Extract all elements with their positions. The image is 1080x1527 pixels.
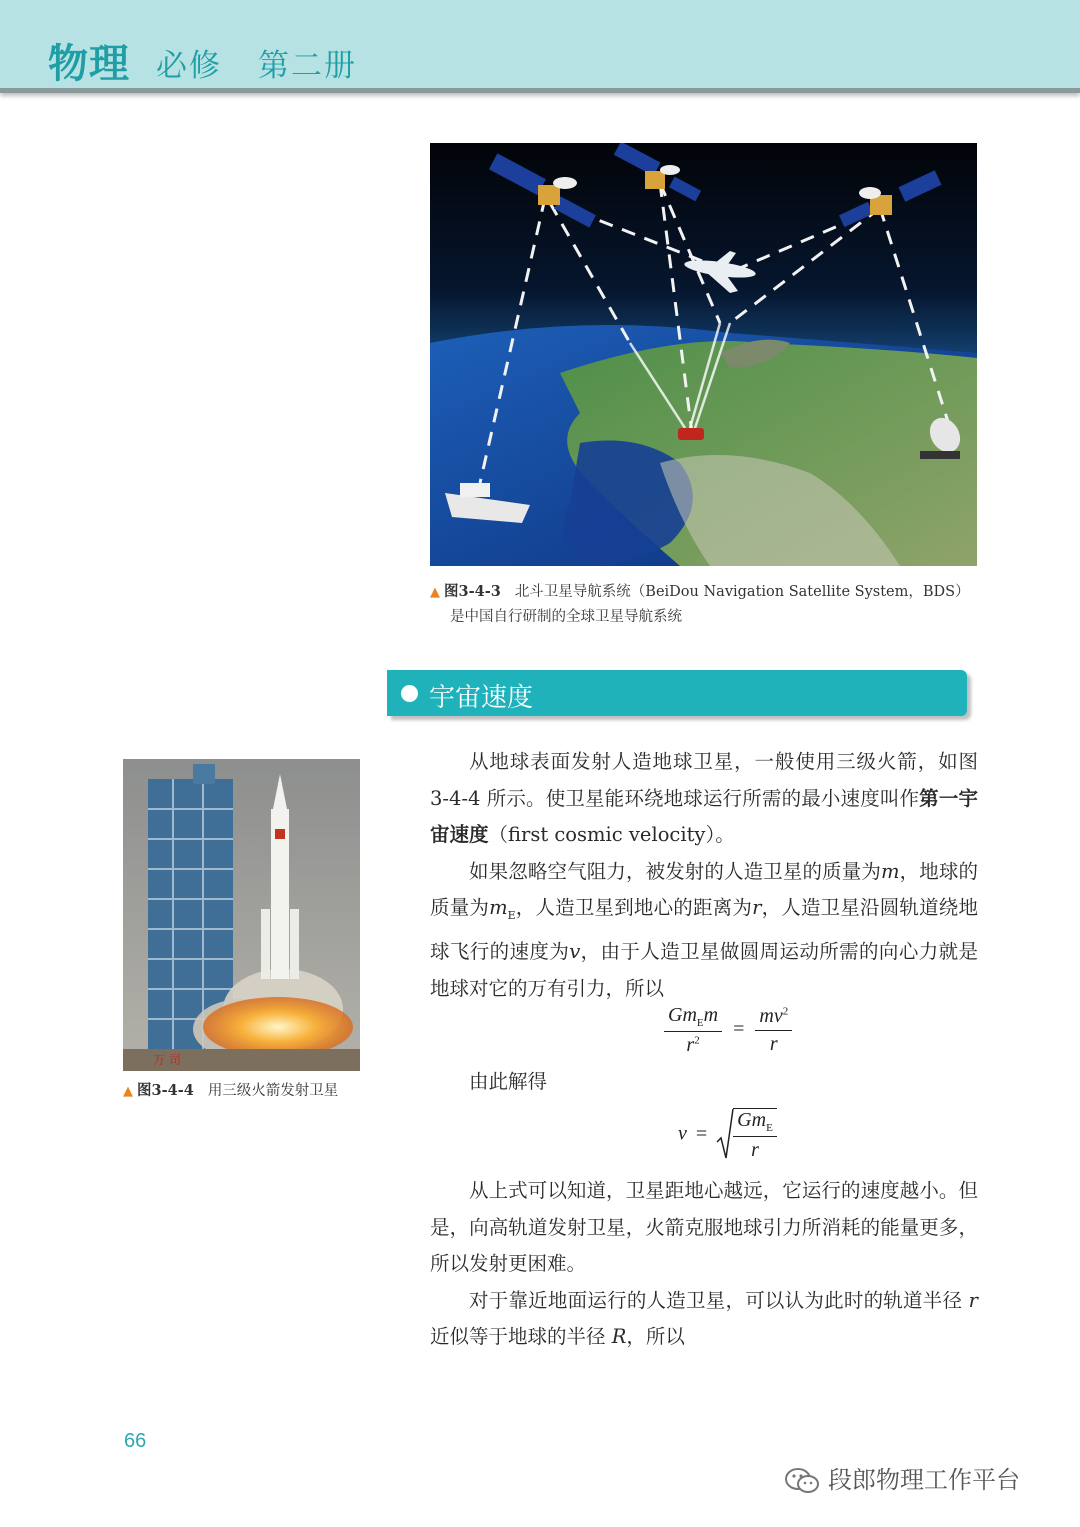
symbol-r: r <box>686 1034 695 1056</box>
text-run: 如果忽略空气阻力，被发射的人造卫星的质量为 <box>469 859 881 883</box>
volume-title: 第二册 <box>258 48 357 84</box>
superscript-2: 2 <box>782 1005 789 1018</box>
subscript-E: E <box>766 1122 773 1134</box>
key-term: 第一宇宙速度 <box>430 786 978 846</box>
caption-text: 用三级火箭发射卫星 <box>207 1083 339 1099</box>
text-run: ，人造卫星到地心的距离为 <box>515 896 753 919</box>
body-text-2 <box>430 1064 978 1101</box>
symbol-G: G <box>668 1004 683 1026</box>
symbol-r: r <box>968 1288 978 1312</box>
fraction-left <box>664 1004 722 1057</box>
text-run: ，由于人造卫星做圆周运动所需的向心力就是地球对它的万有引力，所以 <box>430 940 978 1000</box>
text-run: ，人造卫星沿圆轨道绕地球飞行的速度为 <box>430 896 978 964</box>
triangle-marker-icon: ▲ <box>123 1084 133 1099</box>
fraction-right <box>755 1005 792 1056</box>
symbol-m: m <box>881 859 900 883</box>
symbol-mE: m <box>489 896 508 919</box>
body-text <box>430 744 978 1007</box>
watermark-text: 段郎物理工作平台 <box>828 1466 1020 1494</box>
rocket-launch-photo <box>123 759 360 1071</box>
text-run: ，所以 <box>626 1325 685 1348</box>
symbol-r: r <box>752 896 762 919</box>
paragraph-4: 从上式可以知道，卫星距地心越远，它运行的速度越小。但是，向高轨道发射卫星，火箭克服地球引力所消耗的能量更多，所以发射更困难。 <box>430 1179 978 1275</box>
figure-caption-3-4-4 <box>123 1079 338 1100</box>
symbol-r: r <box>769 1033 778 1055</box>
watermark <box>784 1460 1020 1495</box>
equation-velocity <box>678 1108 777 1162</box>
equals-sign: = <box>695 1122 708 1145</box>
triangle-marker-icon: ▲ <box>430 585 440 600</box>
wechat-icon <box>784 1467 820 1495</box>
paragraph-2 <box>430 854 978 1008</box>
paragraph-1 <box>430 744 978 854</box>
caption-line-2: 是中国自行研制的全球卫星导航系统 <box>450 609 682 625</box>
symbol-R: R <box>611 1325 627 1348</box>
subscript-E: E <box>507 908 516 922</box>
section-header <box>387 670 967 716</box>
text-run: ，地球的质量为 <box>430 859 978 919</box>
superscript-2: 2 <box>694 1034 700 1047</box>
sqrt-icon <box>716 1108 734 1162</box>
body-text-3 <box>430 1173 978 1356</box>
equals-sign: = <box>733 1018 745 1041</box>
symbol-v: v <box>569 940 581 964</box>
bullet-dot-icon <box>401 685 418 702</box>
subject-title: 物理 <box>48 41 130 87</box>
symbol-m: m <box>751 1109 767 1131</box>
beidou-illustration <box>430 143 977 566</box>
book-title: 必修 <box>156 48 222 84</box>
figure-number: 图3-4-3 <box>444 583 501 600</box>
symbol-m: m <box>703 1004 719 1026</box>
text-run: 从地球表面发射人造地球卫星，一般使用三级火箭，如图 3-4-4 所示。使卫星能环绕地球运行所需的最小速度叫作 <box>430 750 978 810</box>
text-run: （first cosmic velocity）。 <box>488 823 735 846</box>
figure-number: 图3-4-4 <box>137 1082 194 1099</box>
page-header <box>0 0 1080 93</box>
figure-caption-3-4-3 <box>430 580 990 629</box>
text-run: 近似等于地球的半径 <box>430 1325 606 1348</box>
symbol-m: m <box>682 1004 697 1026</box>
symbol-r: r <box>751 1139 759 1161</box>
caption-line-1: 北斗卫星导航系统（BeiDou Navigation Satellite System，BDS） <box>514 584 970 600</box>
symbol-v: v <box>678 1122 687 1145</box>
section-title: 宇宙速度 <box>429 683 534 713</box>
sqrt-fraction <box>733 1108 777 1162</box>
text-run: 对于靠近地面运行的人造卫星，可以认为此时的轨道半径 <box>469 1288 963 1312</box>
symbol-G: G <box>737 1109 752 1131</box>
page-number: 66 <box>124 1430 147 1452</box>
paragraph-3: 由此解得 <box>469 1070 548 1093</box>
subscript-E: E <box>696 1017 704 1029</box>
symbol-mv: mv <box>759 1005 783 1027</box>
ground-sign: 万 司 <box>153 1053 181 1067</box>
paragraph-5 <box>430 1283 978 1356</box>
equation-gravity <box>664 1004 792 1057</box>
